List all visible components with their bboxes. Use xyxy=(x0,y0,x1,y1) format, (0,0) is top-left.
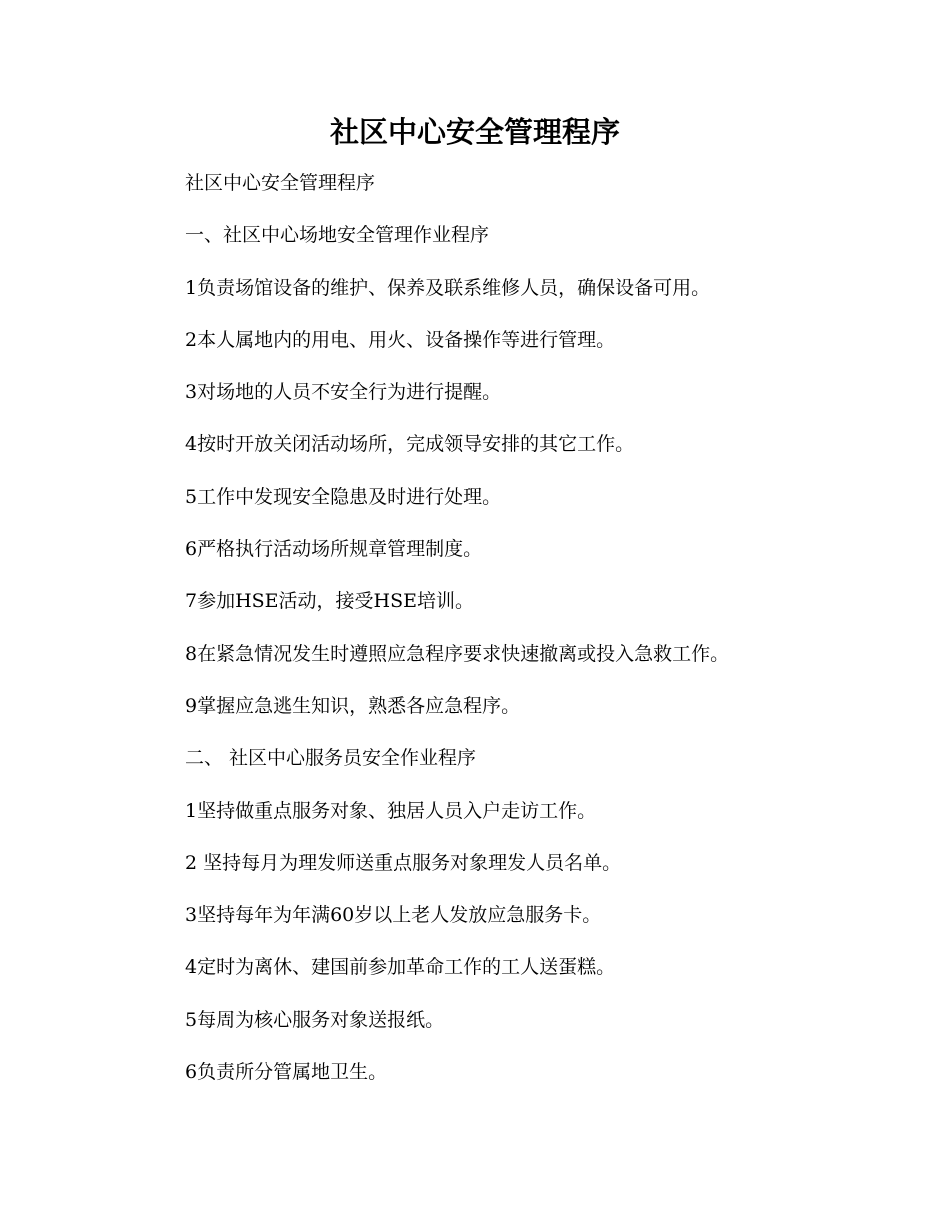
list-item: 8在紧急情况发生时遵照应急程序要求快速撤离或投入急救工作。 xyxy=(185,642,730,665)
document-body xyxy=(185,168,885,1109)
list-item: 6负责所分管属地卫生。 xyxy=(185,1061,388,1084)
section-heading-1: 一、社区中心场地安全管理作业程序 xyxy=(185,224,490,247)
document-title: 社区中心安全管理程序 xyxy=(329,115,620,149)
list-item: 4按时开放关闭活动场所，完成领导安排的其它工作。 xyxy=(185,433,635,456)
list-item: 2本人属地内的用电、用火、设备操作等进行管理。 xyxy=(185,328,616,351)
paragraph-subtitle: 社区中心安全管理程序 xyxy=(185,172,376,194)
list-item: 3对场地的人员不安全行为进行提醒。 xyxy=(185,381,502,404)
list-item: 4定时为离休、建国前参加革命工作的工人送蛋糕。 xyxy=(185,956,616,979)
list-item: 9掌握应急逃生知识，熟悉各应急程序。 xyxy=(185,694,521,717)
list-item: 7参加HSE活动，接受HSE培训。 xyxy=(185,590,474,613)
section-heading-2: 二、 社区中心服务员安全作业程序 xyxy=(185,747,477,770)
list-item: 5工作中发现安全隐患及时进行处理。 xyxy=(185,485,502,508)
list-item: 3坚持每年为年满60岁以上老人发放应急服务卡。 xyxy=(185,904,602,927)
list-item: 1坚持做重点服务对象、独居人员入户走访工作。 xyxy=(185,799,597,822)
list-item: 1负责场馆设备的维护、保养及联系维修人员，确保设备可用。 xyxy=(185,276,711,299)
list-item: 6严格执行活动场所规章管理制度。 xyxy=(185,538,483,561)
list-item: 2 坚持每月为理发师送重点服务对象理发人员名单。 xyxy=(185,851,622,874)
list-item: 5每周为核心服务对象送报纸。 xyxy=(185,1008,445,1031)
